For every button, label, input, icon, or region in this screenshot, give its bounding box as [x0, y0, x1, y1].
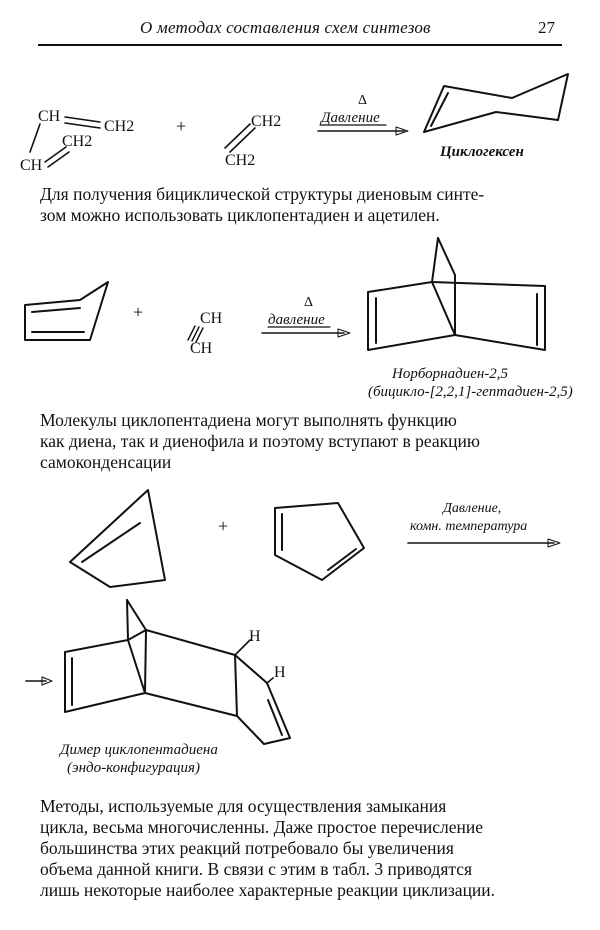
- cyclohexene-label: Циклогексен: [440, 144, 524, 160]
- butadiene-double-bond-2b: [48, 152, 69, 167]
- dimer-bottom-bond: [145, 693, 237, 716]
- reaction2-delta: Δ: [304, 295, 314, 310]
- reaction2-acetylene: [188, 310, 223, 357]
- reaction1-butadiene: [20, 108, 134, 174]
- reaction3-arrow-group: [408, 501, 560, 547]
- paragraph-2-line-2: как диена, так и диенофила и поэтому вступают в реакцию: [40, 431, 480, 451]
- dimer-ring2-bond-d: [267, 683, 290, 738]
- reaction2-plus: +: [133, 302, 144, 322]
- cyclohexene-ring: [424, 74, 568, 132]
- dimer-ring2-bond-b: [237, 716, 264, 744]
- reaction1-plus: +: [176, 116, 187, 136]
- butadiene-single-bond: [30, 124, 40, 152]
- norbornadiene-bridge-1: [432, 238, 438, 282]
- paragraph-2-line-3: самоконденсации: [40, 452, 172, 472]
- paragraph-1-line-2: зом можно использовать циклопентадиен и ацетилен.: [40, 205, 440, 225]
- dimer-h2-bond: [267, 678, 273, 683]
- page-number: 27: [538, 18, 555, 37]
- dimer-config: (эндо-конфигурация): [67, 760, 200, 776]
- reaction3-cyclopentadiene-2: [275, 503, 364, 580]
- acetylene-ch-bottom: CH: [190, 340, 213, 357]
- paragraph-2-line-1: Молекулы циклопентадиена могут выполнять функцию: [40, 410, 457, 430]
- dimer-ring2-bond-a: [235, 655, 267, 683]
- butadiene-ch-1: CH: [38, 108, 61, 125]
- paragraph-2: [40, 410, 562, 473]
- norbornadiene-bridge-2: [438, 238, 455, 275]
- dimer-bridge-2: [127, 600, 146, 630]
- butadiene-double-bond-2a: [45, 147, 66, 162]
- reaction3-condition-1: Давление,: [443, 501, 502, 516]
- reaction1-ethylene: [225, 113, 281, 169]
- dimer-h-label-1: H: [249, 628, 261, 645]
- reaction2-arrow-group: [262, 295, 350, 337]
- cpd2-double-bond-2: [328, 549, 356, 570]
- cyclohexene-structure: [424, 74, 568, 132]
- continuation-arrow: [26, 677, 52, 685]
- dimer-ring2-bond-c: [264, 738, 290, 744]
- paragraph-3: [40, 796, 562, 901]
- reaction2-condition: давление: [268, 312, 325, 328]
- reaction1-arrow-group: [318, 93, 408, 135]
- ethylene-ch2-top: CH2: [251, 113, 282, 130]
- butadiene-ch-2: CH: [20, 157, 43, 174]
- paragraph-3-line-1: Методы, используемые для осуществления замыкания: [40, 796, 447, 816]
- dimer-bridge-3: [128, 630, 146, 640]
- dimer-h-label-2: H: [274, 664, 286, 681]
- paragraph-1-line-1: Для получения бициклической структуры диеновым синте-: [40, 184, 485, 204]
- reaction2-cyclopentadiene: [25, 282, 108, 340]
- norbornadiene-left-ring: [368, 282, 455, 350]
- norbornadiene-structure: [368, 238, 545, 350]
- butadiene-ch2-2: CH2: [62, 133, 93, 150]
- dimer-bridgehead: [145, 630, 146, 693]
- acetylene-ch-top: CH: [200, 310, 223, 327]
- cpd2-ring: [275, 503, 364, 580]
- reaction1-condition: Давление: [321, 110, 380, 126]
- paragraph-3-line-3: большинства этих реакций потребовало бы увеличения: [40, 838, 454, 858]
- dicyclopentadiene-structure: [65, 600, 290, 744]
- paragraph-3-line-2: цикла, весьма многочисленны. Даже простое перечисление: [40, 817, 484, 837]
- paragraph-3-line-4: объема данной книги. В связи с этим в табл. 3 приводятся: [40, 859, 473, 879]
- running-header-title: О методах составления схем синтезов: [140, 18, 431, 37]
- norbornadiene-iupac: (бицикло-[2,2,1]-гептадиен-2,5): [368, 384, 573, 400]
- reaction3-plus: +: [218, 516, 229, 536]
- dimer-left-ring: [65, 640, 145, 712]
- dimer-fusion-bond: [235, 655, 237, 716]
- cyclopentadiene-double-bond-1: [32, 308, 80, 312]
- paragraph-3-line-5: лишь некоторые наиболее характерные реакции циклизации.: [40, 880, 496, 900]
- dimer-double-bond-2: [268, 700, 282, 735]
- reaction1-delta: Δ: [358, 93, 368, 108]
- butadiene-double-bond-1a: [65, 117, 100, 122]
- norbornadiene-name: Норборнадиен-2,5: [392, 366, 509, 382]
- reaction3-condition-2: комн. температура: [410, 519, 528, 534]
- dimer-h1-bond: [235, 640, 250, 655]
- dimer-name: Димер циклопентадиена: [60, 742, 218, 758]
- dimer-top-bond: [146, 630, 235, 655]
- norbornadiene-right-ring: [432, 282, 545, 350]
- reaction3-cyclopentadiene-1: [70, 490, 165, 587]
- butadiene-double-bond-1b: [65, 123, 100, 128]
- ethylene-ch2-bottom: CH2: [225, 152, 256, 169]
- butadiene-ch2-1: CH2: [104, 118, 135, 135]
- dimer-bridge-1: [127, 600, 128, 640]
- paragraph-1: [40, 184, 562, 226]
